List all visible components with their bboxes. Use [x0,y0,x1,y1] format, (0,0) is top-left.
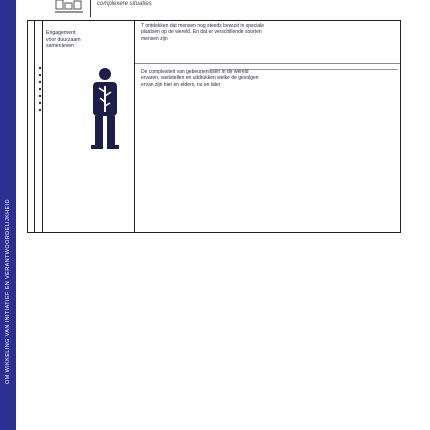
cell-line: plaatsen op de wereld. En dat er verschillende soorten [141,29,262,36]
sidebar-strip [0,0,16,430]
label-line: voor duurzaam [46,36,81,43]
header-separator [90,0,91,17]
cell-line: T ontdekken dat mensen nog steeds bewust in speciale [141,23,265,29]
sidebar-title: OM WIKKELING VAN INITIATIEF EN VERANTWOORDELIJKHEID [5,199,11,384]
person-with-tree-icon [75,66,135,150]
cell-line: ervan zijn hier en elders, nu en later [141,81,221,88]
cell-line: mensen zijn [141,35,168,42]
chart-icon [55,0,85,14]
label-line: samenleven [46,43,74,49]
cell-line: ervaren, vaststellen en uitdrukken welke de gevolgen [141,75,259,82]
cell-text-2 [141,69,259,88]
table-divider [34,21,35,232]
progress-dots [38,65,42,120]
table-divider [42,21,43,232]
cell-text-1 [141,23,264,42]
header-title: complexere situaties [97,1,152,7]
row-label [46,30,86,50]
label-line: Engagement [46,30,76,36]
row-separator [135,63,400,64]
cell-line: De complexiteit van gebeurtenissen in de wereld [141,69,249,75]
